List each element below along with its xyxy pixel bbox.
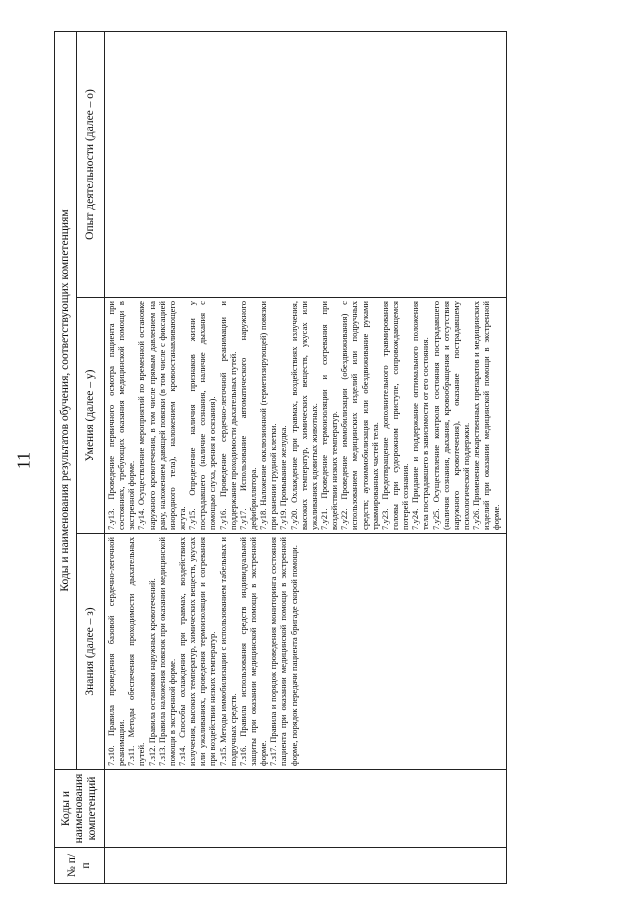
header-group: Коды и наименования результатов обучения, соответствующих компетенциям (55, 31, 77, 769)
knowledge-item: 7.з10. Правила проведения базовой сердечно-легочной реанимации. (106, 537, 127, 766)
knowledge-item: 7.з12. Правила остановки наружных кровотечений. (146, 578, 157, 766)
header-experience: Опыт деятельности (далее – о) (77, 31, 105, 297)
skill-item: 7.у17. Использование автоматического наружного дефибриллятора. (237, 301, 258, 530)
skill-item: 7.у26. Применение лекарственных препаратов и медицинских изделий при оказании медицинской помощи в экстренной форме. (471, 301, 502, 530)
header-knowledge: Знания (далее – з) (77, 534, 105, 770)
skill-item: 7.у24. Придание и поддержание оптимального положения тела пострадавшего в зависимости от его состояния. (410, 301, 431, 530)
skill-item: 7.у23. Предотвращение дополнительного травмирования головы при судорожном приступе, сопровождающемся потерей сознания. (379, 301, 411, 530)
competency-table-wrapper (54, 32, 534, 884)
skill-item: 7.у22. Проведение иммобилизации (обездвиживания) с использованием медицинских изделий или подручных средств; аутоиммобилизация или обездвиживание руками травмированных частей тела. (339, 301, 380, 530)
skill-item: 7.у18. Наложение окклюзионной (герметизирующей) повязки при ранении грудной клетки. (258, 301, 279, 530)
skill-item: 7.у13. Проведение первичного осмотра пациента при состояниях, требующих оказания медицинской помощи в экстренной форме. (106, 301, 137, 530)
rotated-table-area (54, 32, 534, 884)
competency-table (54, 31, 507, 884)
header-row-2 (77, 31, 105, 883)
knowledge-item: 7.з13. Правила наложения повязок при оказании медицинской помощи в экстренной форме. (156, 537, 177, 766)
knowledge-item: 7.з16. Правила использования средств индивидуальной защиты при оказании медицинской помощи в экстренной форме. (237, 537, 269, 766)
skill-item: 7.у15. Определение наличия признаков жизни у пострадавшего (наличие сознания, наличие дыхания с помощью слуха, зрения и осязания). (187, 301, 218, 530)
cell-code (105, 770, 507, 848)
knowledge-item: 7.з11. Методы обеспечения проходимости дыхательных путей. (126, 537, 147, 766)
skill-item: 7.у25. Осуществление контроля состояния пострадавшего (наличия сознания, дыхания, кровообращения и отсутствия наружного кровотечения), оказание пострадавшему психологической поддержки. (430, 301, 471, 530)
skill-item: 7.у16. Проведение сердечно-легочной реанимации и поддержание проходимости дыхательных путей. (217, 301, 238, 530)
knowledge-item: 7.з15. Методы иммобилизации с использованием табельных и подручных средств. (217, 537, 238, 766)
cell-skills (105, 298, 507, 534)
cell-no (105, 848, 507, 884)
page-number: 11 (13, 451, 34, 470)
table-row (105, 31, 507, 883)
skill-item: 7.у20. Охлаждение при травмах, воздействиях излучения, высоких температур, химических веществ, укусах или ужаливаниях ядовитых животных. (288, 301, 319, 530)
cell-experience (105, 31, 507, 297)
skill-item: 7.у19. Промывание желудка. (278, 425, 289, 530)
cell-knowledge (105, 534, 507, 770)
skill-item: 7.у21. Проведение термоизоляции и согревания при воздействии низких температур. (318, 301, 340, 530)
header-codes: Коды и наименования компетенций (55, 770, 105, 848)
skill-item: 7.у14. Осуществление мероприятий по временной остановке наружного кровотечения, в том числе прямым давлением на рану, наложением давящей повязки (в том числе с фиксацией инородного тела), наложением кровоостанавливающего жгута. (136, 301, 187, 530)
knowledge-item: 7.з17. Правила и порядок проведения мониторинга состояния пациента при оказании медицинской помощи в экстренной форме, порядок передачи пациента бригаде скорой помощи. (268, 537, 299, 766)
knowledge-item: 7.з14. Способы охлаждения при травмах, воздействиях излучения, высоких температур, химических веществ, укусах или ужаливаниях, проведения термоизоляции и согревания при воздействии низких температур. (176, 537, 218, 766)
header-skills: Умения (далее – у) (77, 298, 105, 534)
header-no: № п/п (55, 848, 105, 884)
header-row-1 (55, 31, 77, 883)
